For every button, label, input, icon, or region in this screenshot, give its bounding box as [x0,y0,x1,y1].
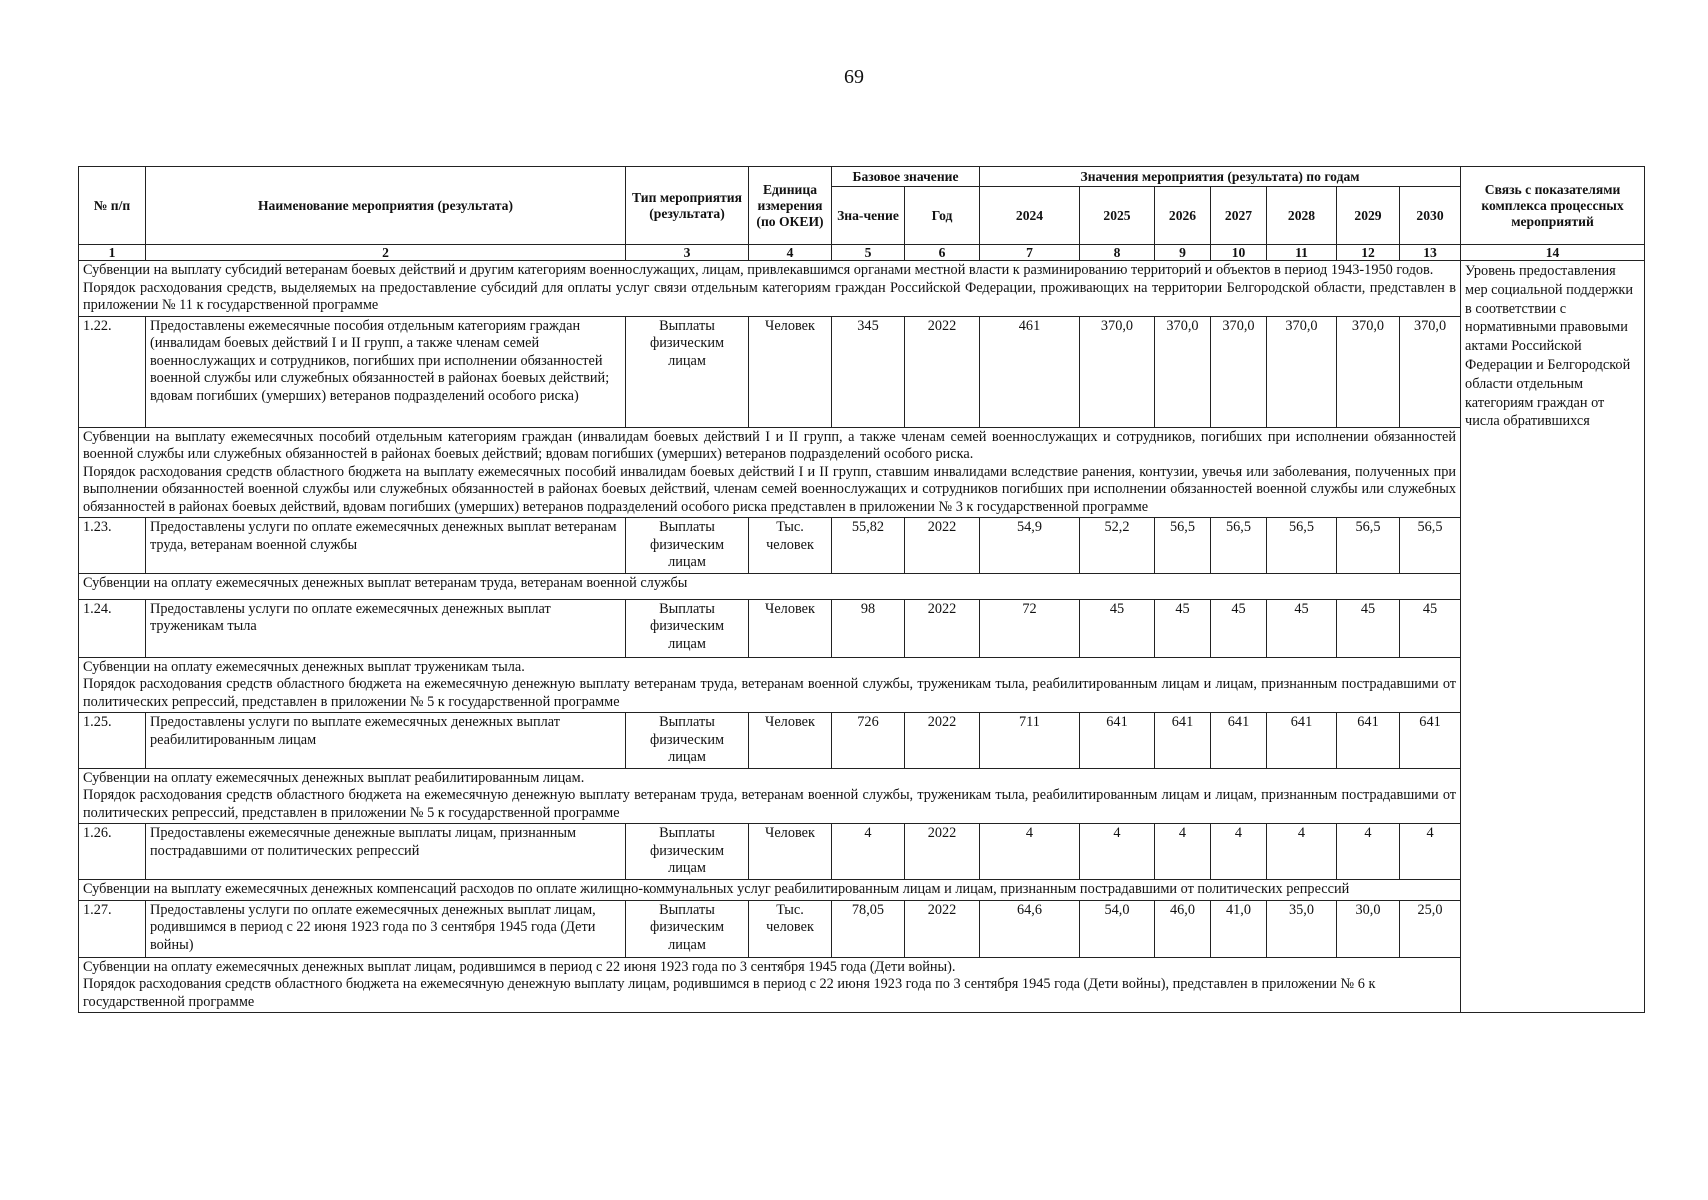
row-value-2024: 64,6 [980,900,1080,957]
row-unit: Тыс. человек [749,900,832,957]
row-value-2024: 54,9 [980,518,1080,574]
note-row [79,261,1645,317]
note-text: Субвенции на выплату субсидий ветеранам боевых действий и другим категориям военнослужащих, лицам, привлекавшимся органами местной власти к разминированию территорий и объектов в период 1943-1950 годов. [83,262,1434,278]
row-type: Выплаты физическим лицам [626,316,749,427]
header-base-year: Год [905,187,980,245]
column-number: 2 [146,245,626,261]
row-value-2026: 370,0 [1155,316,1211,427]
header-row-1 [79,167,1645,187]
note-cell [79,768,1461,824]
row-number: 1.23. [79,518,146,574]
note-text: Субвенции на оплату ежемесячных денежных выплат лицам, родившимся в период с 22 июня 1923 года по 3 сентября 1945 года (Дети войны). [83,958,956,975]
row-value-2027: 4 [1211,824,1267,880]
row-base-year: 2022 [905,518,980,574]
header-year: 2027 [1211,187,1267,245]
row-value-2030: 45 [1400,599,1461,657]
header-base-value: Зна-чение [832,187,905,245]
row-number: 1.27. [79,900,146,957]
row-value-2024: 72 [980,599,1080,657]
column-number: 14 [1461,245,1645,261]
note-cell [79,657,1461,713]
column-number: 10 [1211,245,1267,261]
row-value-2027: 41,0 [1211,900,1267,957]
column-number-row [79,245,1645,261]
row-value-2030: 25,0 [1400,900,1461,957]
note-text: Субвенции на оплату ежемесячных денежных выплат труженикам тыла. [83,658,525,675]
row-base-value: 55,82 [832,518,905,574]
row-value-2028: 4 [1267,824,1337,880]
note-text: Субвенции на выплату ежемесячных денежных компенсаций расходов по оплате жилищно-коммунальных услуг реабилитированным лицам и лицам, признанным пострадавшими от политических репрессий [83,881,1350,897]
row-value-2026: 56,5 [1155,518,1211,574]
note-text: Субвенции на выплату ежемесячных пособий отдельным категориям граждан (инвалидам боевых действий I и II групп, а также членам семей военнослужащих и сотрудников, погибших при исполнении обязанностей военной службы или служебных обязанностей в районах боевых действий; вдовам погибших (умерших) ветеранов подразделений особого риска. [83,428,1457,462]
column-number: 12 [1337,245,1400,261]
column-number: 13 [1400,245,1461,261]
note-cell [79,427,1461,518]
table-row [79,713,1645,769]
page-number: 69 [844,66,864,88]
table-row [79,316,1645,427]
note-text: Порядок расходования средств областного бюджета на ежемесячную денежную выплату лицам, родившимся в период с 22 июня 1923 года по 3 сентября 1945 года (Дети войны), представлен в приложении № 6 к государственной программе [83,976,1376,1010]
row-value-2028: 641 [1267,713,1337,769]
row-value-2025: 52,2 [1080,518,1155,574]
column-number: 9 [1155,245,1211,261]
row-type: Выплаты физическим лицам [626,599,749,657]
note-cell [79,573,1461,599]
column-number: 8 [1080,245,1155,261]
note-text: Порядок расходования средств областного бюджета на выплату ежемесячных пособий инвалидам боевых действий I и II групп, ставшим инвалидами вследствие ранения, контузии, увечья или заболевания, полученных при выполнении обязанностей военной службы или служебных обязанностей в районах боевых действий, членам семей военнослужащих и сотрудников погибших при исполнении обязанностей военной службы или служебных обязанностей в районах боевых действий, вдовам погибших (умерших) ветеранов подразделений особого риска представлен в приложении № 3 к государственной программе [83,463,1457,515]
row-base-value: 726 [832,713,905,769]
note-text: Порядок расходования средств областного бюджета на ежемесячную денежную выплату ветеранам труда, ветеранам военной службы, труженикам тыла, реабилитированным лицам и лицам, признанным пострадавшими от политических репрессий, представлен в приложении № 5 к государственной программе [83,676,1457,710]
table-row [79,900,1645,957]
header-year: 2024 [980,187,1080,245]
row-base-year: 2022 [905,316,980,427]
row-unit: Человек [749,316,832,427]
table-row [79,518,1645,574]
note-row [79,657,1645,713]
link-indicator-cell: Уровень предоставления мер социальной поддержки в соответствии с нормативными правовыми актами Российской Федерации и Белгородской области отдельным категориям граждан от числа обратившихся [1461,261,1645,1013]
header-unit: Единица измерения (по ОКЕИ) [749,167,832,245]
note-row [79,427,1645,518]
header-name: Наименование мероприятия (результата) [146,167,626,245]
note-cell [79,261,1461,317]
row-number: 1.22. [79,316,146,427]
row-name: Предоставлены ежемесячные пособия отдельным категориям граждан (инвалидам боевых действий I и II групп, а также членам семей военнослужащих и сотрудников, погибших при исполнении обязанностей военной службы или служебных обязанностей в районах боевых действий; вдовам погибших (умерших) ветеранов подразделений особого риска) [146,316,626,427]
row-number: 1.24. [79,599,146,657]
note-text: Субвенции на оплату ежемесячных денежных выплат ветеранам труда, ветеранам военной службы [83,574,688,591]
table-row [79,599,1645,657]
row-name: Предоставлены ежемесячные денежные выплаты лицам, признанным пострадавшими от политических репрессий [146,824,626,880]
note-text: Порядок расходования средств, выделяемых на предоставление субсидий для оплаты услуг связи отдельным категориям граждан Российской Федерации, проживающих на территории Белгородской области, представлен в приложении № 11 к государственной программе [83,279,1457,313]
row-value-2027: 370,0 [1211,316,1267,427]
row-type: Выплаты физическим лицам [626,713,749,769]
note-text: Порядок расходования средств областного бюджета на ежемесячную денежную выплату ветеранам труда, ветеранам военной службы, труженикам тыла, реабилитированным лицам и лицам, признанным пострадавшими от политических репрессий, представлен в приложении № 5 к государственной программе [83,787,1457,821]
row-value-2025: 641 [1080,713,1155,769]
column-number: 7 [980,245,1080,261]
row-base-year: 2022 [905,900,980,957]
row-value-2028: 56,5 [1267,518,1337,574]
row-unit: Человек [749,599,832,657]
row-number: 1.26. [79,824,146,880]
header-year: 2029 [1337,187,1400,245]
row-name: Предоставлены услуги по оплате ежемесячных денежных выплат ветеранам труда, ветеранам военной службы [146,518,626,574]
note-row [79,573,1645,599]
header-base-group: Базовое значение [832,167,980,187]
row-value-2026: 641 [1155,713,1211,769]
row-value-2025: 54,0 [1080,900,1155,957]
row-value-2029: 45 [1337,599,1400,657]
header-type: Тип мероприятия (результата) [626,167,749,245]
row-value-2028: 370,0 [1267,316,1337,427]
note-row [79,880,1645,901]
row-unit: Человек [749,713,832,769]
row-value-2029: 641 [1337,713,1400,769]
row-name: Предоставлены услуги по оплате ежемесячных денежных выплат труженикам тыла [146,599,626,657]
column-number: 6 [905,245,980,261]
column-number: 4 [749,245,832,261]
note-row [79,957,1645,1013]
header-no: № п/п [79,167,146,245]
row-value-2026: 4 [1155,824,1211,880]
row-value-2024: 461 [980,316,1080,427]
header-year: 2026 [1155,187,1211,245]
row-base-value: 98 [832,599,905,657]
header-link: Связь с показателями комплекса процессных мероприятий [1461,167,1645,245]
row-type: Выплаты физическим лицам [626,900,749,957]
row-name: Предоставлены услуги по оплате ежемесячных денежных выплат лицам, родившимся в период с 22 июня 1923 года по 3 сентября 1945 года (Дети войны) [146,900,626,957]
row-unit: Тыс. человек [749,518,832,574]
row-value-2029: 30,0 [1337,900,1400,957]
row-base-value: 4 [832,824,905,880]
note-text: Субвенции на оплату ежемесячных денежных выплат реабилитированным лицам. [83,769,585,786]
row-value-2027: 56,5 [1211,518,1267,574]
row-value-2025: 4 [1080,824,1155,880]
row-value-2029: 56,5 [1337,518,1400,574]
row-value-2025: 45 [1080,599,1155,657]
row-value-2026: 46,0 [1155,900,1211,957]
row-name: Предоставлены услуги по выплате ежемесячных денежных выплат реабилитированным лицам [146,713,626,769]
note-row [79,768,1645,824]
row-value-2027: 45 [1211,599,1267,657]
row-value-2026: 45 [1155,599,1211,657]
row-value-2024: 711 [980,713,1080,769]
row-type: Выплаты физическим лицам [626,518,749,574]
row-value-2029: 4 [1337,824,1400,880]
header-year: 2030 [1400,187,1461,245]
header-year: 2025 [1080,187,1155,245]
row-base-year: 2022 [905,824,980,880]
row-value-2030: 370,0 [1400,316,1461,427]
row-value-2029: 370,0 [1337,316,1400,427]
header-year: 2028 [1267,187,1337,245]
row-base-year: 2022 [905,599,980,657]
column-number: 5 [832,245,905,261]
row-value-2030: 56,5 [1400,518,1461,574]
measures-table [78,166,1645,1013]
row-value-2028: 35,0 [1267,900,1337,957]
row-value-2027: 641 [1211,713,1267,769]
note-cell [79,957,1461,1013]
row-type: Выплаты физическим лицам [626,824,749,880]
header-years-group: Значения мероприятия (результата) по годам [980,167,1461,187]
row-value-2025: 370,0 [1080,316,1155,427]
column-number: 11 [1267,245,1337,261]
row-base-value: 345 [832,316,905,427]
row-value-2030: 641 [1400,713,1461,769]
row-base-year: 2022 [905,713,980,769]
column-number: 1 [79,245,146,261]
row-unit: Человек [749,824,832,880]
note-cell [79,880,1461,901]
row-base-value: 78,05 [832,900,905,957]
row-number: 1.25. [79,713,146,769]
row-value-2024: 4 [980,824,1080,880]
column-number: 3 [626,245,749,261]
row-value-2028: 45 [1267,599,1337,657]
table-row [79,824,1645,880]
row-value-2030: 4 [1400,824,1461,880]
